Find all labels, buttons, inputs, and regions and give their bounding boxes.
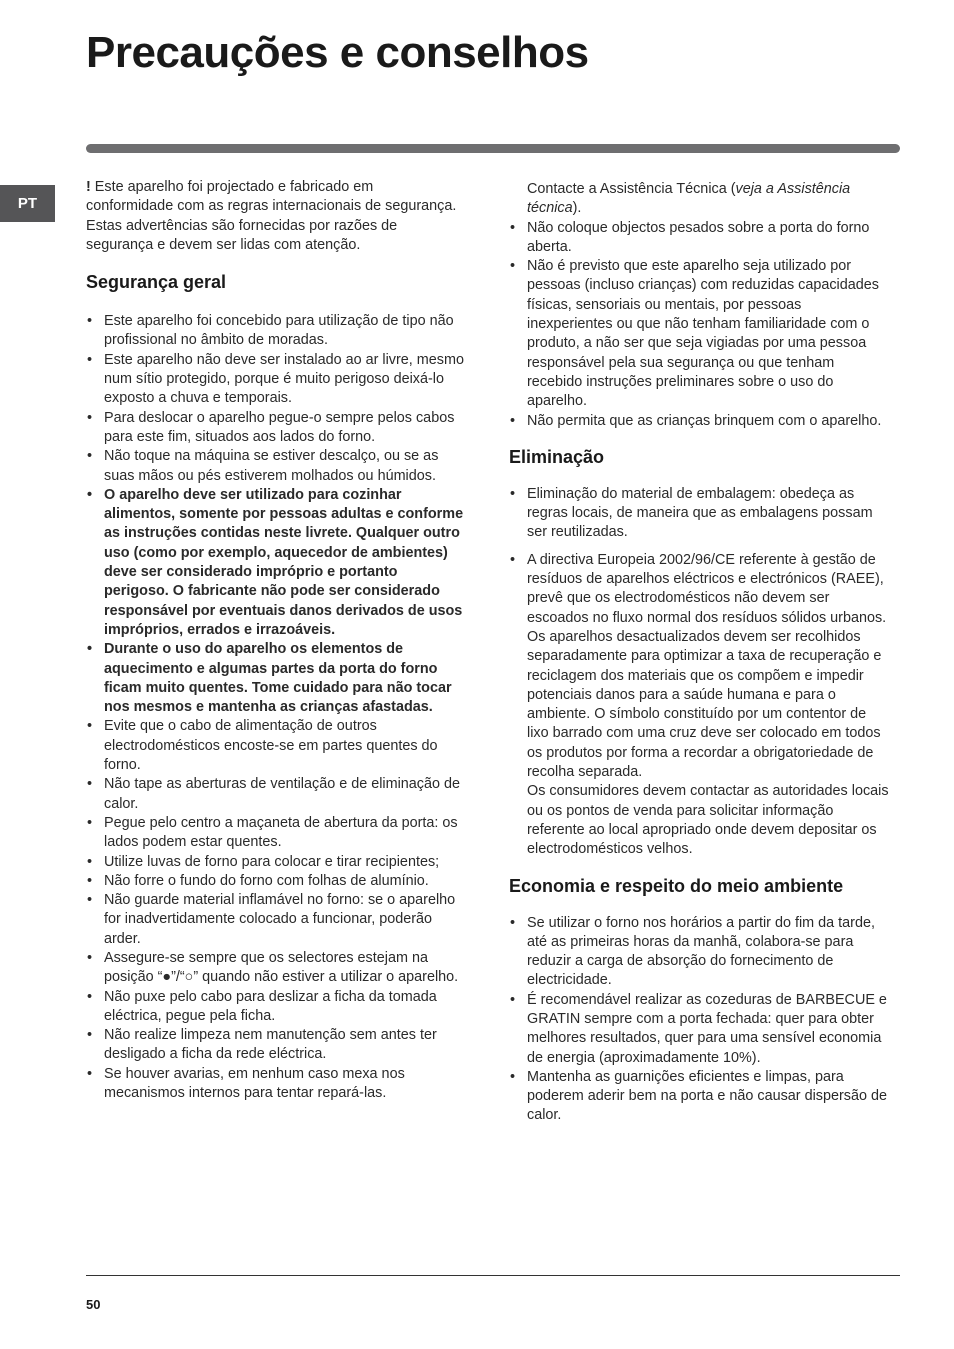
header-divider (86, 144, 900, 153)
language-tab: PT (0, 185, 55, 222)
continuation-text: Contacte a Assistência Técnica ( (527, 181, 736, 197)
section-heading-economia: Economia e respeito do meio ambiente (509, 875, 844, 896)
warning-mark: ! (86, 179, 91, 195)
list-item: • Durante o uso do aparelho os elementos de aquecimento e algumas partes da porta do forno ficam muito quentes. Tome cuidado para não tocar nos mesmos e mantenha as crianças afastadas. (86, 640, 464, 717)
list-item: • O aparelho deve ser utilizado para cozinhar alimentos, somente por pessoas adultas e conforme as instruções contidas neste livrete. Qualquer outro uso (como por exemplo, aquecedor de ambientes) deve ser considerado impróprio e portanto perigoso. O fabricante não pode ser considerado responsável por eventuais danos derivados de usos impróprios, errados e irrazoáveis. (86, 486, 464, 640)
economia-list (509, 914, 889, 1126)
list-item: • Pegue pelo centro a maçaneta de abertura da porta: os lados podem estar quentes. (86, 814, 464, 853)
continuation-italic: veja a Assistência técnica (527, 181, 851, 217)
intro-paragraph (86, 178, 464, 255)
list-item: • Se utilizar o forno nos horários a partir do fim da tarde, até as primeiras horas da manhã, colabora-se para reduzir a carga de absorção do fornecimento de electricidade. (509, 914, 889, 991)
list-item: • Não toque na máquina se estiver descalço, ou se as suas mãos ou pés estiverem molhados ou húmidos. (86, 447, 464, 486)
eliminacao-list (509, 485, 889, 860)
list-item: • Para deslocar o aparelho pegue-o sempre pelos cabos para este fim, situados aos lados do forno. (86, 409, 464, 448)
list-item: • Não tape as aberturas de ventilação e de eliminação de calor. (86, 775, 464, 814)
continuation-end: ). (572, 200, 582, 217)
list-item: • Mantenha as guarnições eficientes e limpas, para poderem aderir bem na porta e não causar dispersão de calor. (509, 1068, 889, 1126)
list-item: • Este aparelho não deve ser instalado ao ar livre, mesmo num sítio protegido, porque é muito perigoso deixá-lo exposto a chuva e temporais. (86, 351, 464, 409)
list-item: • Não coloque objectos pesados sobre a porta do forno aberta. (509, 219, 889, 258)
seguranca-list-continued (509, 219, 889, 431)
list-item: • É recomendável realizar as cozeduras de BARBECUE e GRATIN sempre com a porta fechada: quer para obter melhores resultados, quer para uma sensível economia de energia (aproximadamente 10%). (509, 991, 889, 1068)
left-column (86, 178, 464, 1103)
list-item: • Assegure-se sempre que os selectores estejam na posição “●”/“○” quando não estiver a utilizar o aparelho. (86, 949, 464, 988)
list-item (509, 551, 889, 860)
page-title: Precauções e conselhos (86, 28, 589, 77)
intro-text: Este aparelho foi projectado e fabricado em conformidade com as regras internacionais de segurança. Estas advertências são fornecidas por razões de segurança e devem ser lidas com atenção. (86, 179, 457, 253)
list-item: • Eliminação do material de embalagem: obedeça as regras locais, de maneira que as embalagens possam ser reutilizadas. (509, 485, 889, 543)
list-item: • Se houver avarias, em nenhum caso mexa nos mecanismos internos para tentar repará-las. (86, 1065, 464, 1104)
continuation-paragraph (509, 180, 889, 219)
list-item: • Não forre o fundo do forno com folhas de alumínio. (86, 872, 464, 891)
list-item: • Evite que o cabo de alimentação de outros electrodomésticos encoste-se em partes quentes do forno. (86, 717, 464, 775)
list-item: • Não realize limpeza nem manutenção sem antes ter desligado a ficha da rede eléctrica. (86, 1026, 464, 1065)
right-column (509, 178, 889, 1126)
section-heading-eliminacao: Eliminação (509, 446, 605, 467)
list-item: • Não guarde material inflamável no forno: se o aparelho for inadvertidamente colocado a funcionar, poderão arder. (86, 891, 464, 949)
list-item: • Utilize luvas de forno para colocar e tirar recipientes; (86, 853, 464, 872)
list-item: • Não permita que as crianças brinquem com o aparelho. (509, 412, 889, 431)
list-item: • Não puxe pelo cabo para deslizar a ficha da tomada eléctrica, pegue pela ficha. (86, 988, 464, 1027)
section-heading-seguranca: Segurança geral (86, 272, 227, 293)
page-number: 50 (86, 1297, 101, 1312)
list-item-text: A directiva Europeia 2002/96/CE referente à gestão de resíduos de aparelhos eléctricos e electrónicos (RAEE), prevê que os electrodomésticos não devem ser escoados no fluxo normal dos resíduos sólidos urbanos. Os aparelhos desactualizados devem ser recolhidos separadamente para optimizar a taxa de recuperação e reciclagem dos materiais que os compõem e impedir potenciais danos para a saúde humana e para o ambiente. O símbolo constituído por um contentor de lixo barrado com uma cruz deve ser colocado em todos os produtos por forma a recordar a obrigatoriedade de recolha separada. (527, 551, 887, 781)
list-item: • Não é previsto que este aparelho seja utilizado por pessoas (incluso crianças) com reduzidas capacidades físicas, sensoriais ou mentais, por pessoas inexperientes ou que não tenham familiaridade com o produto, a não ser que seja vigiadas por uma pessoa responsável pela sua segurança ou que tenham recebido instruções preliminares sobre o uso do aparelho. (509, 257, 889, 411)
footer-divider (86, 1275, 900, 1276)
list-item-text: Os consumidores devem contactar as autoridades locais ou os pontos de venda para solicitar informação referente ao local apropriado onde devem depositar os electrodomésticos velhos. (527, 783, 889, 858)
list-item: • Este aparelho foi concebido para utilização de tipo não profissional no âmbito de moradas. (86, 312, 464, 351)
seguranca-list (86, 312, 464, 1103)
